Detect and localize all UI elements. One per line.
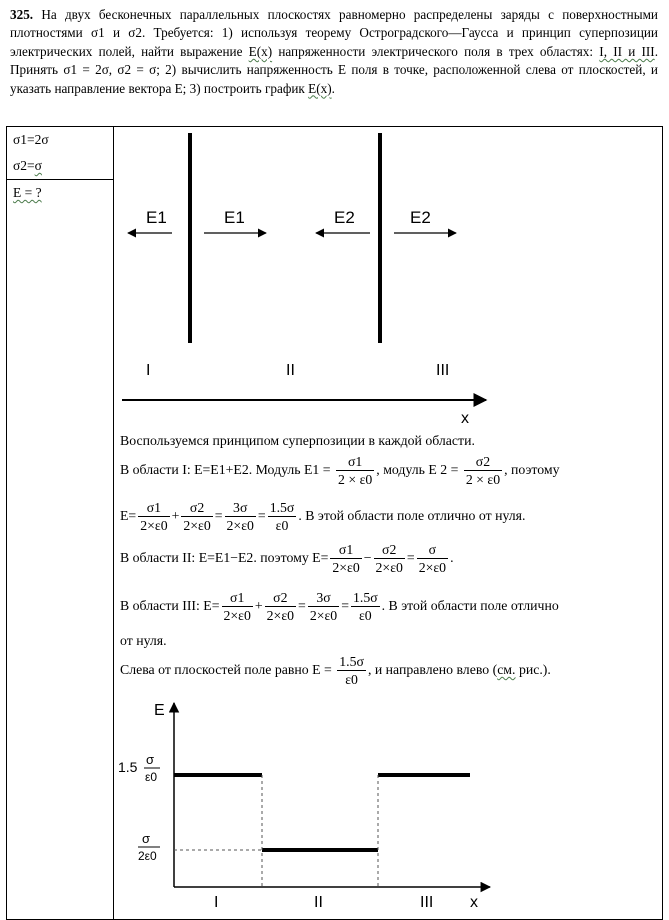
solution-area (114, 127, 663, 920)
given-sigma2: σ2=σ (13, 158, 42, 173)
graph-region-3: III (420, 894, 434, 911)
graph-y-label: E (154, 702, 165, 719)
graph-x-label: x (470, 894, 478, 911)
region1-line: В области I: E=E1+E2. Модуль E1 = $\frac{\sigma 1}{2 \times \varepsilon 0}$ , модуль E 2 = $\frac{\sigma 2}{2 \times \varepsilon 0}$ , поэтому (120, 454, 560, 487)
svg-text:2ε0: 2ε0 (138, 849, 157, 863)
given-find: E = ? (7, 179, 113, 206)
solution-intro: Воспользуемся принципом суперпозиции в каждой области. (120, 433, 475, 448)
region-label-3: III (436, 362, 450, 379)
region-label-1: I (146, 362, 151, 379)
field-diagram (114, 127, 514, 427)
problem-number: 325. (10, 7, 34, 22)
region3-line: В области III: E= $\frac{\sigma 1}{2\times\varepsilon 0}$ + $\frac{\sigma 2}{2\times\varepsilon 0}$ = $\frac{3\sigma}{2\times\varepsilon 0}$ = $\frac{1.5\sigma}{\varepsilon 0}$ . В этой области поле отлично (120, 590, 559, 623)
left-field-line: Слева от плоскостей поле равно E = $\frac{1.5\sigma}{\varepsilon 0}$ , и направлено влево (см. рис.). (120, 654, 551, 687)
region2-line: В области II: E=E1−E2. поэтому E= $\frac{\sigma 1}{2\times\varepsilon 0}$ − $\frac{\sigma 2}{2\times\varepsilon 0}$ = $\frac{\sigma}{2\times\varepsilon 0}$ . (120, 542, 454, 575)
graph-region-1: I (214, 894, 219, 911)
svg-text:σ: σ (146, 752, 155, 767)
region3-line-2: от нуля. (120, 633, 167, 648)
tick-label-high (118, 752, 160, 784)
label-e2-right: E2 (410, 208, 431, 227)
svg-text:ε0: ε0 (145, 770, 158, 784)
given-column (7, 127, 114, 920)
x-axis-label: x (461, 410, 469, 427)
tick-label-low (138, 831, 160, 863)
label-e2-left: E2 (334, 208, 355, 227)
graph-region-2: II (314, 894, 323, 911)
given-sigma1: σ1=2σ (13, 132, 49, 147)
ex-graph (114, 697, 534, 917)
region-label-2: II (286, 362, 295, 379)
label-e1-left: E1 (146, 208, 167, 227)
label-e1-right: E1 (224, 208, 245, 227)
svg-text:σ: σ (142, 831, 151, 846)
solution-table (6, 126, 663, 920)
svg-text:1.5: 1.5 (118, 759, 138, 775)
region1-result: E= $\frac{\sigma 1}{2\times\varepsilon 0}$ + $\frac{\sigma 2}{2\times\varepsilon 0}$ = $\frac{3\sigma}{2\times\varepsilon 0}$ = $\frac{1.5\sigma}{\varepsilon 0}$ . В этой области поле отлично от нуля. (120, 500, 526, 533)
problem-statement: 325. На двух бесконечных параллельных плоскостях равномерно распределены заряды с поверхностными плотностями σ1 и σ2. Требуется: 1) используя теорему Остроградского—Гаусса и принцип суперпозиции электрических полей, найти выражение E(x) напряженности электрического поля в трех областях: I, II и III. Принять σ1 = 2σ, σ2 = σ; 2) вычислить напряженность E поля в точке, расположенной слева от плоскостей, и указать направление вектора E; 3) построить график E(x). (10, 7, 658, 96)
